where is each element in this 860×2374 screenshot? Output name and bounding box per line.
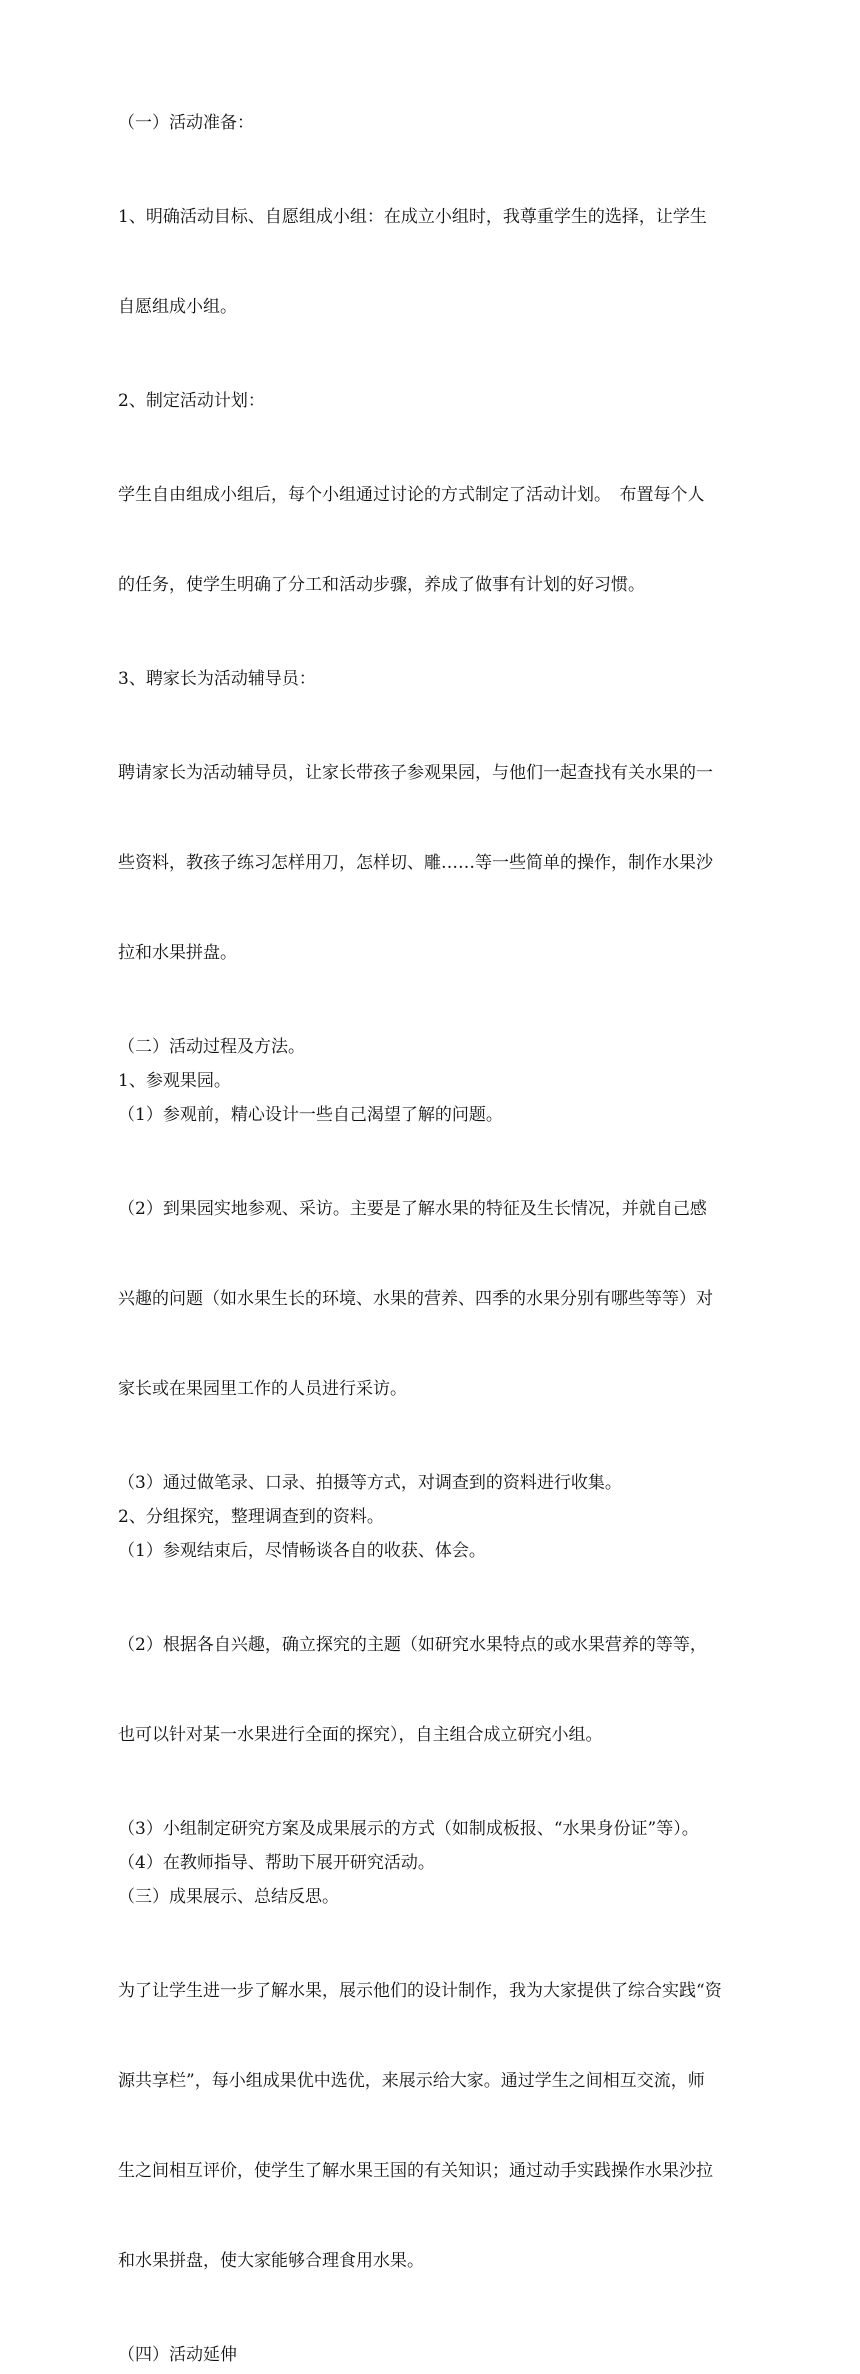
list-item: （1）参观前，精心设计一些自己渴望了解的问题。 [118, 1105, 503, 1125]
paragraph [118, 142, 738, 382]
paragraph [118, 1916, 738, 2336]
list-item [118, 1134, 738, 1464]
section-heading: （四）活动延伸 [118, 2345, 237, 2365]
section-heading: （三）成果展示、总结反思。 [118, 1887, 339, 1907]
list-item: （1）参观结束后，尽情畅谈各自的收获、体会。 [118, 1541, 486, 1561]
text-line: （2）根据各自兴趣，确立探究的主题（如研究水果特点的或水果营养的等等， [118, 1635, 707, 1655]
text-line: 自愿组成小组。 [118, 297, 237, 317]
text-line: 的任务，使学生明确了分工和活动步骤，养成了做事有计划的好习惯。 [118, 575, 645, 595]
section-heading: （二）活动过程及方法。 [118, 1037, 305, 1057]
paragraph [118, 420, 738, 660]
text-line: 也可以针对某一水果进行全面的探究），自主组合成立研究小组。 [118, 1725, 603, 1745]
subheading: 2、制定活动计划： [118, 391, 265, 411]
list-item [118, 1570, 738, 1810]
document-page [118, 108, 738, 2374]
text-line: 兴趣的问题（如水果生长的环境、水果的营养、四季的水果分别有哪些等等）对 [118, 1289, 713, 1309]
subheading: 2、分组探究，整理调查到的资料。 [118, 1507, 384, 1527]
text-line: 拉和水果拼盘。 [118, 943, 237, 963]
text-line: 源共享栏”，每小组成果优中选优，来展示给大家。通过学生之间相互交流，师 [118, 2071, 705, 2091]
text-line: 为了让学生进一步了解水果，展示他们的设计制作，我为大家提供了综合实践“资 [118, 1981, 722, 2001]
text-line: 和水果拼盘，使大家能够合理食用水果。 [118, 2251, 424, 2271]
text-line: 1、明确活动目标、自愿组成小组：在成立小组时，我尊重学生的选择，让学生 [118, 207, 707, 227]
text-line: 聘请家长为活动辅导员，让家长带孩子参观果园，与他们一起查找有关水果的一 [118, 763, 713, 783]
section-heading: （一）活动准备： [118, 113, 254, 133]
list-item: （4）在教师指导、帮助下展开研究活动。 [118, 1853, 435, 1873]
subheading: 1、参观果园。 [118, 1071, 231, 1091]
text-line: 学生自由组成小组后，每个小组通过讨论的方式制定了活动计划。 布置每个人 [118, 485, 705, 505]
text-line: （2）到果园实地参观、采访。主要是了解水果的特征及生长情况，并就自己感 [118, 1199, 707, 1219]
subheading: 3、聘家长为活动辅导员： [118, 669, 316, 689]
text-line: 家长或在果园里工作的人员进行采访。 [118, 1379, 407, 1399]
paragraph [118, 698, 738, 1028]
list-item: （3）小组制定研究方案及成果展示的方式（如制成板报、“水果身份证”等）。 [118, 1819, 699, 1839]
list-item: （3）通过做笔录、口录、拍摄等方式，对调查到的资料进行收集。 [118, 1473, 622, 1493]
text-line: 生之间相互评价，使学生了解水果王国的有关知识；通过动手实践操作水果沙拉 [118, 2161, 713, 2181]
text-line: 些资料，教孩子练习怎样用刀，怎样切、雕……等一些简单的操作，制作水果沙 [118, 853, 713, 873]
